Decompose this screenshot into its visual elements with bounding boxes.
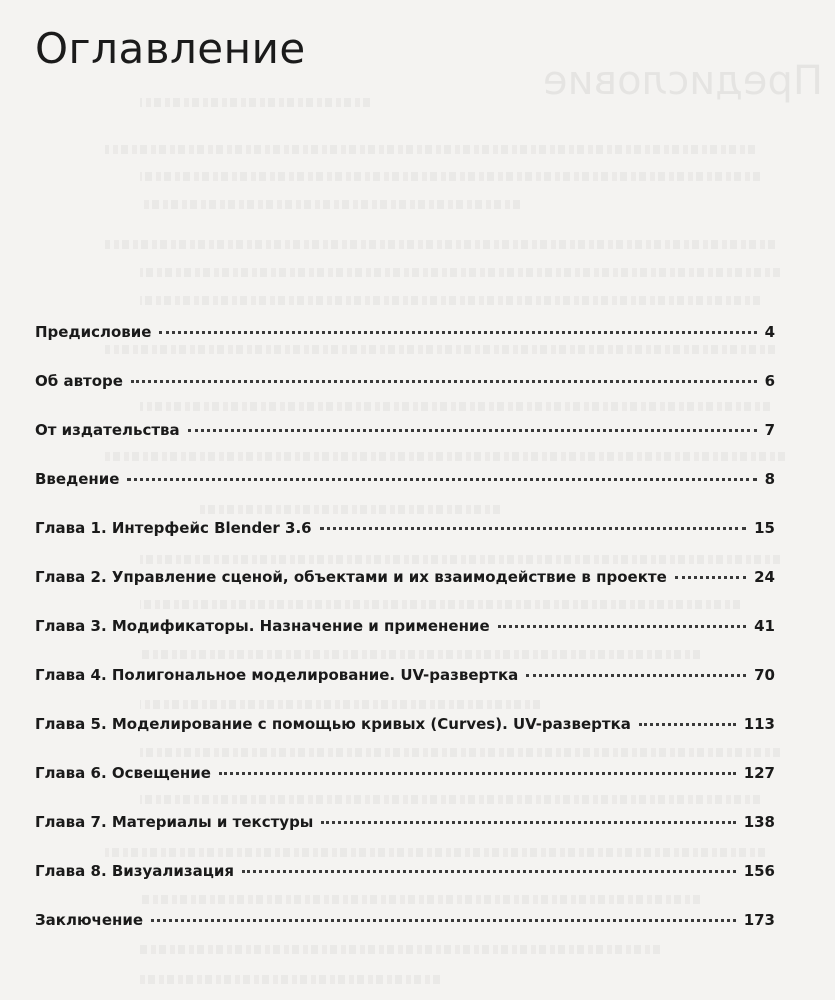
toc-entry-title: Заключение: [35, 911, 144, 929]
toc-entry[interactable]: [35, 323, 775, 372]
dot-leader: [498, 625, 747, 628]
toc-entry-page-number: 70: [754, 666, 775, 684]
page-title: Оглавление: [35, 24, 306, 73]
toc-entry-title: Введение: [35, 470, 120, 488]
toc-entry-title: Глава 5. Моделирование с помощью кривых (Curves). UV-развертка: [35, 715, 631, 733]
toc-entry-title: Предисловие: [35, 323, 152, 341]
toc-entry-title: Об авторе: [35, 372, 123, 390]
toc-entry[interactable]: [35, 568, 775, 617]
toc-entry-title: Глава 1. Интерфейс Blender 3.6: [35, 519, 312, 537]
toc-entry-page-number: 24: [754, 568, 775, 586]
dot-leader: [219, 772, 736, 775]
dot-leader: [131, 380, 757, 383]
dot-leader: [188, 429, 757, 432]
toc-entry-page-number: 15: [754, 519, 775, 537]
table-of-contents: [35, 323, 775, 960]
dot-leader: [639, 723, 736, 726]
dot-leader: [526, 674, 746, 677]
toc-entry-page-number: 127: [743, 764, 775, 782]
toc-entry-page-number: 113: [743, 715, 775, 733]
toc-entry-page-number: 8: [764, 470, 775, 488]
toc-entry-title: Глава 7. Материалы и текстуры: [35, 813, 314, 831]
toc-entry[interactable]: [35, 421, 775, 470]
toc-entry-page-number: 7: [764, 421, 775, 439]
toc-entry[interactable]: [35, 470, 775, 519]
dot-leader: [321, 821, 735, 824]
toc-entry[interactable]: [35, 372, 775, 421]
toc-entry-title: Глава 4. Полигональное моделирование. UV-развертка: [35, 666, 519, 684]
dot-leader: [159, 331, 756, 334]
toc-entry-title: От издательства: [35, 421, 180, 439]
dot-leader: [127, 478, 756, 481]
toc-entry-page-number: 6: [764, 372, 775, 390]
toc-entry-title: Глава 6. Освещение: [35, 764, 211, 782]
toc-entry-page-number: 173: [743, 911, 775, 929]
toc-entry[interactable]: [35, 764, 775, 813]
toc-entry-title: Глава 8. Визуализация: [35, 862, 235, 880]
dot-leader: [675, 576, 746, 579]
toc-entry-title: Глава 2. Управление сценой, объектами и их взаимодействие в проекте: [35, 568, 667, 586]
dot-leader: [242, 870, 736, 873]
toc-entry[interactable]: [35, 911, 775, 960]
toc-entry[interactable]: [35, 666, 775, 715]
toc-entry-page-number: 138: [743, 813, 775, 831]
toc-entry-page-number: 156: [743, 862, 775, 880]
toc-entry[interactable]: [35, 519, 775, 568]
toc-entry[interactable]: [35, 862, 775, 911]
toc-entry[interactable]: [35, 617, 775, 666]
toc-entry[interactable]: [35, 715, 775, 764]
toc-entry-title: Глава 3. Модификаторы. Назначение и применение: [35, 617, 490, 635]
bleed-through-heading: Предисловие: [543, 58, 823, 104]
dot-leader: [320, 527, 747, 530]
dot-leader: [151, 919, 736, 922]
toc-entry[interactable]: [35, 813, 775, 862]
toc-entry-page-number: 4: [764, 323, 775, 341]
toc-entry-page-number: 41: [754, 617, 775, 635]
